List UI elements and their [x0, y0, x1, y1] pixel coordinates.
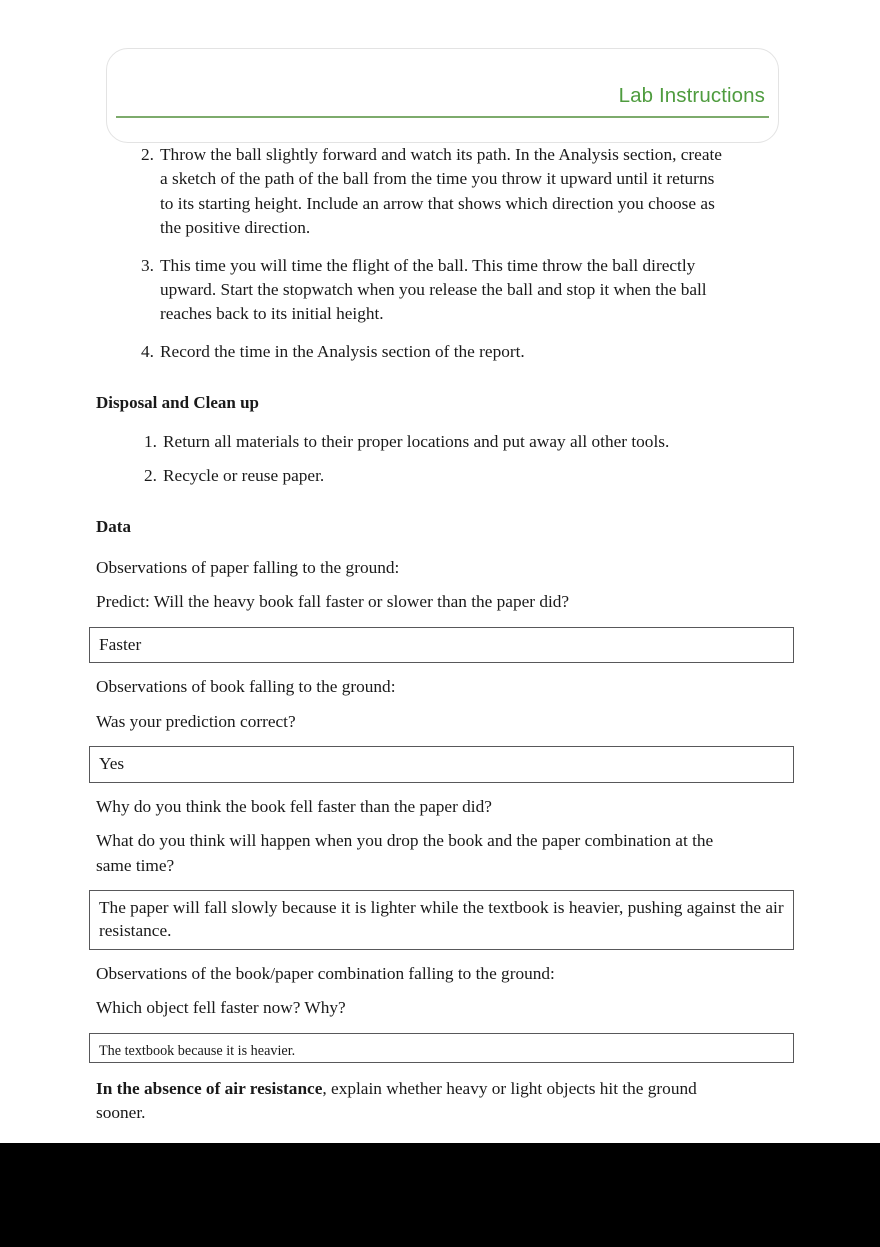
- prompt-which-faster: Which object fell faster now? Why?: [96, 998, 346, 1018]
- list-item: [138, 430, 698, 454]
- prompt-why-book-faster: Why do you think the book fell faster than the paper did?: [96, 796, 492, 816]
- procedure-list: [135, 143, 725, 364]
- closing-instruction-emphasis: In the absence of air resistance: [96, 1078, 323, 1098]
- prompt-prediction-correct: Was your prediction correct?: [96, 711, 296, 731]
- answer-field-predict[interactable]: Faster: [89, 627, 794, 664]
- closing-instruction: [96, 1077, 736, 1126]
- prompt-paper-observation: Observations of paper falling to the ground:: [96, 558, 400, 578]
- prompt-combination-observation: Observations of the book/paper combination falling to the ground:: [96, 963, 555, 983]
- section-heading-disposal: Disposal and Clean up: [96, 393, 259, 413]
- list-item-text: Recycle or reuse paper.: [163, 465, 325, 485]
- closing-instruction-rest: , explain whether heavy or light objects hit the ground sooner.: [96, 1078, 697, 1123]
- list-item-text: This time you will time the flight of the ball. This time throw the ball directly upward. Start the stopwatch when you release the ball and stop it when the ball reaches back to its initial height.: [160, 255, 707, 324]
- document-body: [0, 143, 880, 1126]
- bottom-black-band: [0, 1143, 880, 1247]
- list-marker: 2.: [141, 145, 154, 164]
- list-marker: 2.: [144, 465, 157, 485]
- list-item: [138, 464, 698, 488]
- list-item-text: Return all materials to their proper locations and put away all other tools.: [163, 432, 670, 452]
- header-divider: [116, 116, 769, 118]
- list-marker: 4.: [141, 341, 154, 361]
- list-item: [135, 340, 725, 364]
- list-marker: 3.: [141, 255, 154, 275]
- page-title: Lab Instructions: [618, 84, 765, 107]
- answer-field-combination[interactable]: The paper will fall slowly because it is lighter while the textbook is heavier, pushing against the air resistance.: [89, 890, 794, 950]
- list-item: [135, 254, 725, 327]
- list-item-text: Record the time in the Analysis section of the report.: [160, 341, 525, 361]
- answer-field-which-faster[interactable]: The textbook because it is heavier.: [89, 1033, 794, 1063]
- list-item: [135, 143, 725, 241]
- section-heading-data: Data: [96, 517, 131, 537]
- disposal-list: [138, 430, 698, 488]
- header-card: [106, 48, 779, 143]
- prompt-combination: What do you think will happen when you drop the book and the paper combination at the same time?: [96, 831, 714, 875]
- list-item-text: Throw the ball slightly forward and watch its path. In the Analysis section, create a sketch of the path of the ball from the time you throw it upward until it returns to its starting height. Include an arrow that shows which direction you choose as the positive direction.: [160, 145, 722, 238]
- list-marker: 1.: [144, 432, 157, 452]
- prompt-predict: Predict: Will the heavy book fall faster or slower than the paper did?: [96, 592, 570, 612]
- answer-field-prediction-correct[interactable]: Yes: [89, 746, 794, 783]
- prompt-book-observation: Observations of book falling to the ground:: [96, 677, 396, 697]
